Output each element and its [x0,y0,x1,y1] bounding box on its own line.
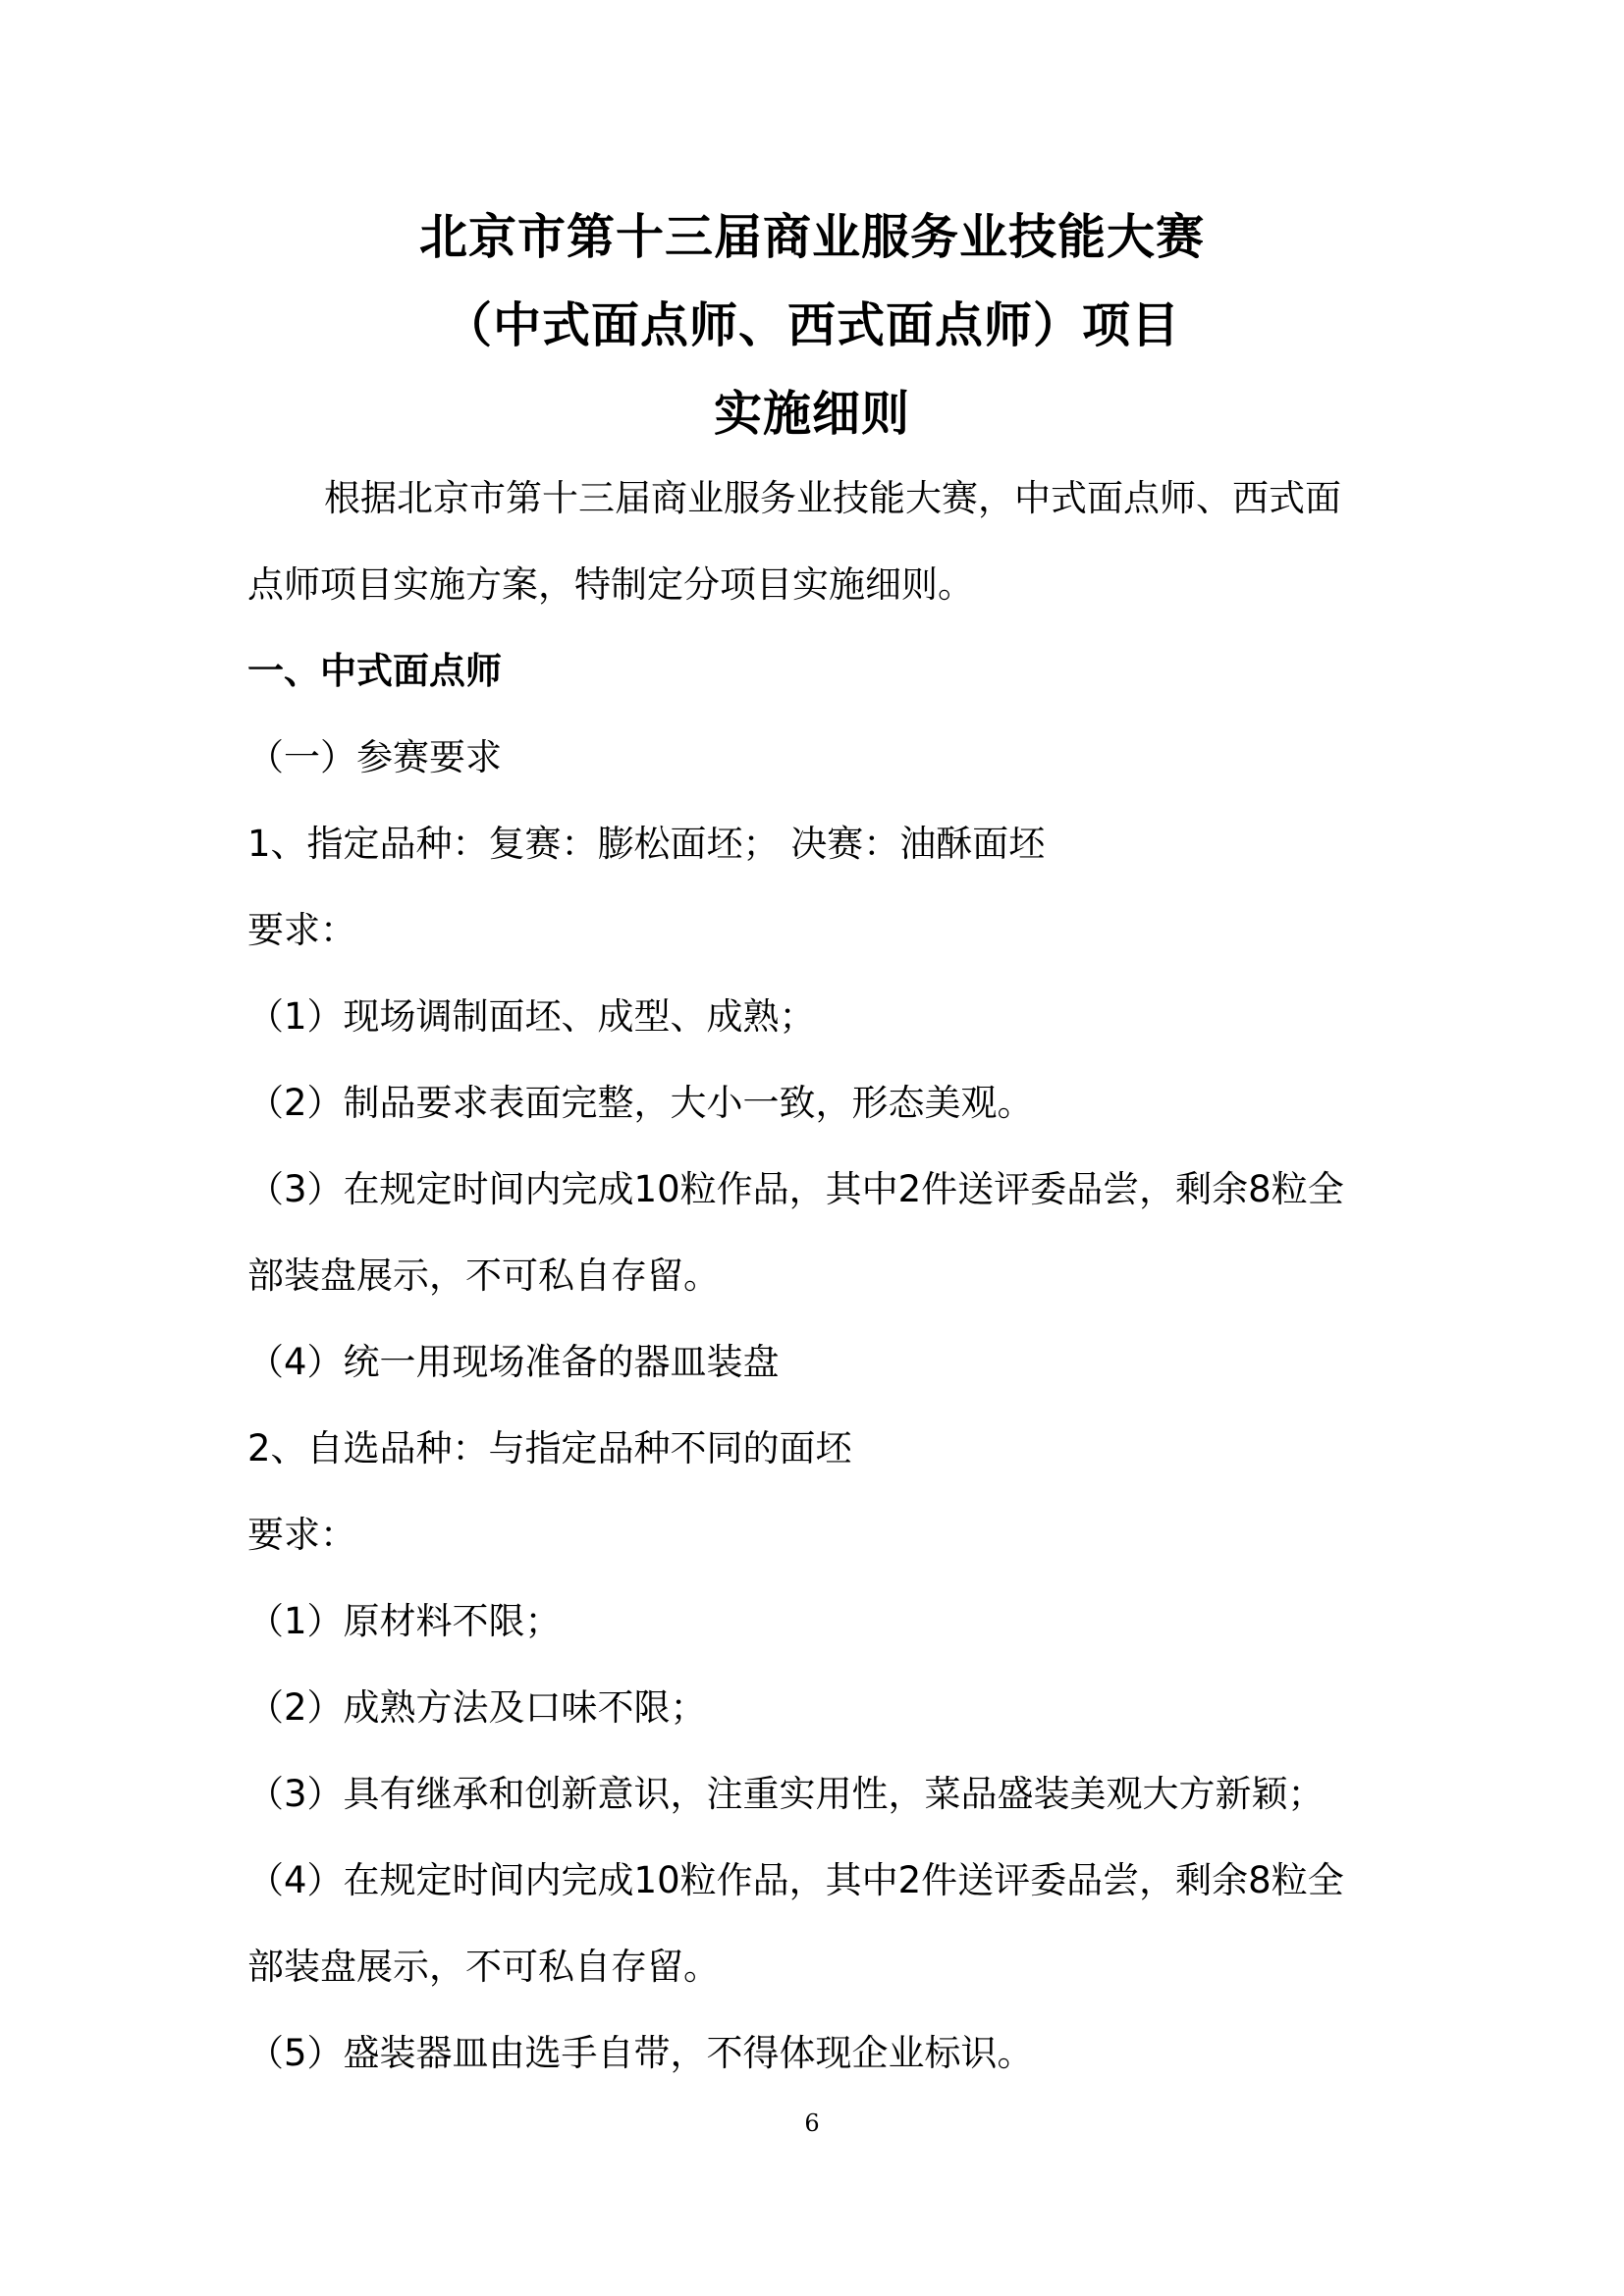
requirement-1-2: （2）制品要求表面完整，大小一致，形态美观。 [247,1082,1034,1124]
requirements-label: 要求： [247,909,356,951]
item-1-specified-variety: 1、指定品种：复赛：膨松面坯； 决赛：油酥面坯 [247,823,1046,865]
document-title-line-1: 北京市第十三届商业服务业技能大赛 [418,209,1205,265]
requirement-1-3-continued: 部装盘展示，不可私自存留。 [247,1255,720,1297]
requirement-1-3: （3）在规定时间内完成10粒作品，其中2件送评委品尝，剩余8粒全 [247,1168,1344,1210]
page-number: 6 [804,2109,820,2137]
requirement-1-1: （1）现场调制面坯、成型、成熟； [247,995,816,1038]
requirement-2-4-continued: 部装盘展示，不可私自存留。 [247,1946,720,1988]
item-2-optional-variety: 2、自选品种：与指定品种不同的面坯 [247,1427,852,1469]
document-title-line-2: （中式面点师、西式面点师）项目 [443,297,1180,353]
document-title-line-3: 实施细则 [713,386,910,442]
requirement-1-4: （4）统一用现场准备的器皿装盘 [247,1341,780,1383]
intro-paragraph-line-2: 点师项目实施方案，特制定分项目实施细则。 [247,563,974,606]
requirement-2-5: （5）盛装器皿由选手自带，不得体现企业标识。 [247,2032,1034,2074]
intro-paragraph-line-1: 根据北京市第十三届商业服务业技能大赛，中式面点师、西式面 [324,477,1341,519]
requirement-2-2: （2）成熟方法及口味不限； [247,1686,707,1729]
requirement-2-3: （3）具有继承和创新意识，注重实用性，菜品盛装美观大方新颖； [247,1773,1325,1815]
subsection-heading: （一）参赛要求 [247,736,502,778]
section-heading: 一、中式面点师 [247,650,502,692]
requirement-2-4: （4）在规定时间内完成10粒作品，其中2件送评委品尝，剩余8粒全 [247,1859,1344,1901]
requirements-label: 要求： [247,1514,356,1556]
requirement-2-1: （1）原材料不限； [247,1600,562,1642]
